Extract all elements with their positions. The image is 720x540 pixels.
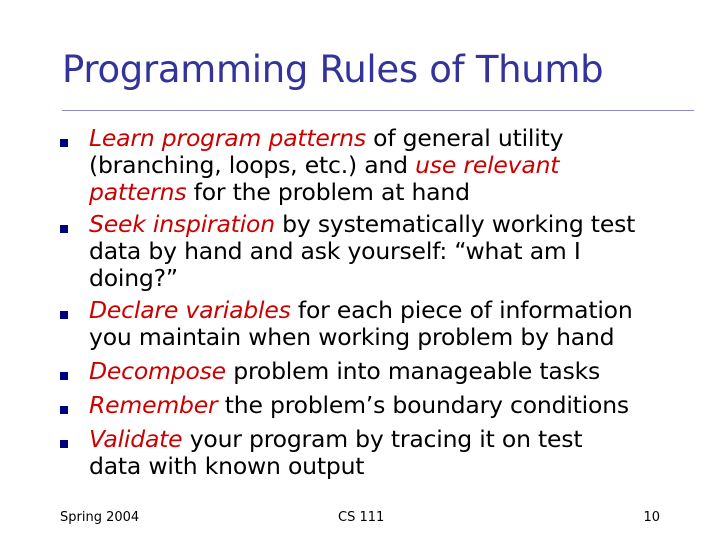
footer-course: CS 111 xyxy=(338,510,385,525)
emphasis-text: Learn program patterns xyxy=(89,124,366,152)
emphasis-text: Remember xyxy=(89,391,218,419)
bullet-marker-icon xyxy=(60,406,68,414)
bullet-item xyxy=(89,211,689,292)
emphasis-text: Declare variables xyxy=(89,296,291,324)
bullet-marker-icon xyxy=(60,440,68,448)
title-divider xyxy=(62,110,694,111)
emphasis-text: Seek inspiration xyxy=(89,210,275,238)
bullet-marker-icon xyxy=(60,225,68,233)
body-text: for each piece of information xyxy=(290,296,633,324)
emphasis-text: Decompose xyxy=(89,357,226,385)
bullet-line xyxy=(89,453,689,480)
bullet-line xyxy=(89,358,689,385)
body-text: problem into manageable tasks xyxy=(225,357,601,385)
bullet-line xyxy=(89,179,689,206)
bullet-item xyxy=(89,426,689,480)
emphasis-text: patterns xyxy=(89,178,187,206)
footer-date: Spring 2004 xyxy=(60,510,140,525)
bullet-line xyxy=(89,238,689,265)
body-text: the problem’s boundary conditions xyxy=(217,391,629,419)
emphasis-text: use relevant xyxy=(415,151,560,179)
bullet-line xyxy=(89,265,689,292)
body-text: (branching, loops, etc.) and xyxy=(89,151,416,179)
body-text: by systematically working test xyxy=(274,210,636,238)
footer-page-number: 10 xyxy=(643,510,660,525)
bullet-marker-icon xyxy=(60,139,68,147)
body-text: you maintain when working problem by hand xyxy=(89,323,615,351)
body-text: your program by tracing it on test xyxy=(182,425,583,453)
bullet-line xyxy=(89,152,689,179)
body-text: of general utility xyxy=(365,124,564,152)
body-text: doing?” xyxy=(89,264,178,292)
bullet-marker-icon xyxy=(60,311,68,319)
bullet-line xyxy=(89,426,689,453)
bullet-line xyxy=(89,297,689,324)
body-text: data by hand and ask yourself: “what am I xyxy=(89,237,581,265)
emphasis-text: Validate xyxy=(89,425,183,453)
body-text: data with known output xyxy=(89,452,365,480)
bullet-item xyxy=(89,297,689,351)
bullet-line xyxy=(89,392,689,419)
bullet-line xyxy=(89,211,689,238)
bullet-item xyxy=(89,125,689,206)
bullet-line xyxy=(89,125,689,152)
body-text: for the problem at hand xyxy=(186,178,470,206)
bullet-marker-icon xyxy=(60,372,68,380)
bullet-item xyxy=(89,358,689,385)
bullet-line xyxy=(89,324,689,351)
bullet-item xyxy=(89,392,689,419)
slide-title: Programming Rules of Thumb xyxy=(62,48,604,91)
